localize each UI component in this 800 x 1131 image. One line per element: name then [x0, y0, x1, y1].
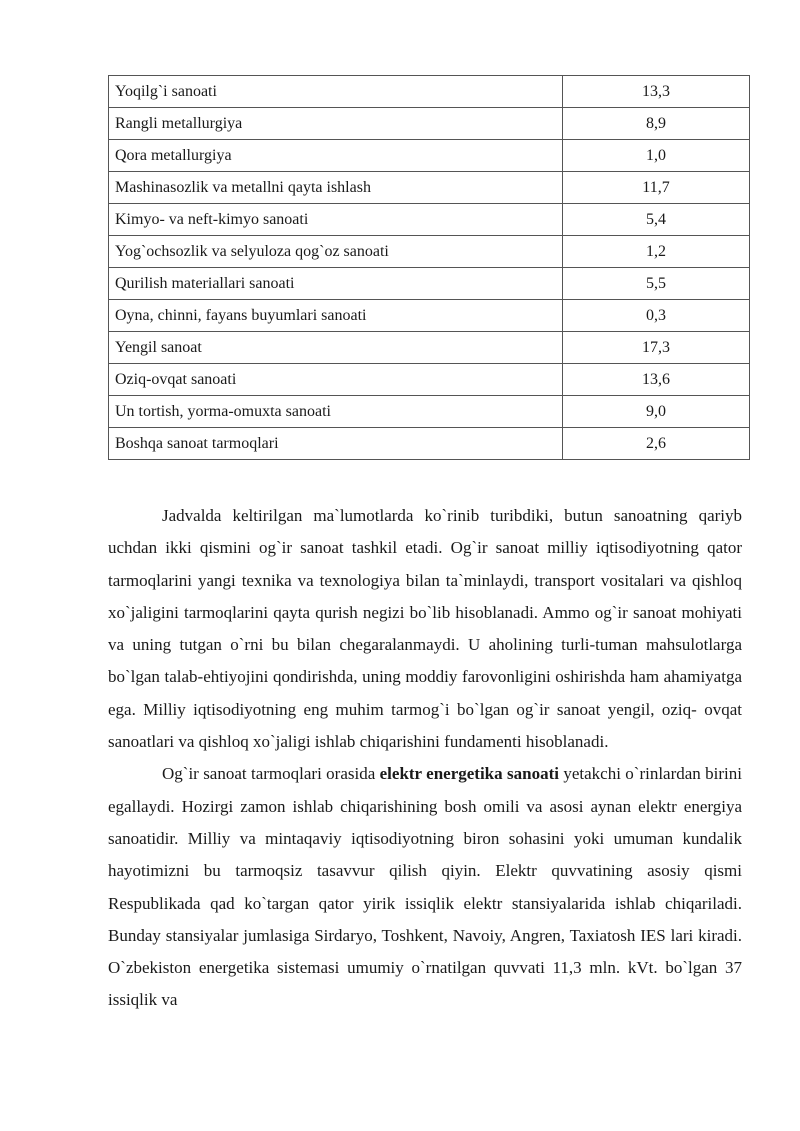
table-row — [109, 268, 750, 300]
row-label: Oziq-ovqat sanoati — [109, 364, 563, 396]
row-label: Qora metallurgiya — [109, 140, 563, 172]
row-label: Yengil sanoat — [109, 332, 563, 364]
table-row — [109, 108, 750, 140]
row-label: Rangli metallurgiya — [109, 108, 563, 140]
industry-share-table — [108, 75, 750, 460]
paragraph-1: Jadvalda keltirilgan ma`lumotlarda ko`rinib turibdiki, butun sanoatning qariyb uchdan ikki qismini og`ir sanoat tashkil etadi. Og`ir sanoat milliy iqtisodiyotning qator tarmoqlarini yangi texnika va texnologiya bilan ta`minlaydi, transport vositalari va qishloq xo`jaligini tarmoqlarini qayta qurish negizi bo`lib hisoblanadi. Ammo og`ir sanoat mohiyati va uning tutgan o`rni bu bilan chegaralanmaydi. U aholining turli-tuman mahsulotlarga bo`lgan talab-ehtiyojini qondirishda, uning moddiy farovonligini oshirishda ham ahamiyatga ega. Milliy iqtisodiyotning eng muhim tarmog`i bo`lgan og`ir sanoat yengil, oziq- ovqat sanoatlari va qishloq xo`jaligi ishlab chiqarishini fundamenti hisoblanadi. — [108, 506, 742, 752]
table-row — [109, 364, 750, 396]
row-value: 5,5 — [563, 268, 750, 300]
row-value: 13,3 — [563, 76, 750, 108]
row-value: 17,3 — [563, 332, 750, 364]
table-row — [109, 300, 750, 332]
table-row — [109, 396, 750, 428]
paragraph-2-rest: yetakchi o`rinlardan birini egallaydi. Hozirgi zamon ishlab chiqarishining bosh omili va asosi aynan elektr energiya sanoatidir. Milliy va mintaqaviy iqtisodiyotning biron sohasini yoki umuman kundalik hayotimizni bu tarmoqsiz tasavvur qilish qiyin. Elektr quvvatining asosiy qismi Respublikada qad ko`targan qator yirik issiqlik elektr stansiyalarida ishlab chiqariladi. Bunday stansiyalar jumlasiga Sirdaryo, Toshkent, Navoiy, Angren, Taxiatosh IES lari kiradi. O`zbekiston energetika sistemasi umumiy o`rnatilgan quvvati 11,3 mln. kVt. bo`lgan 37 issiqlik va — [108, 764, 743, 1010]
row-label: Boshqa sanoat tarmoqlari — [109, 428, 563, 460]
row-value: 0,3 — [563, 300, 750, 332]
table-row — [109, 76, 750, 108]
paragraph-2-start: Og`ir sanoat tarmoqlari orasida — [162, 764, 380, 784]
row-label: Qurilish materiallari sanoati — [109, 268, 563, 300]
row-value: 1,2 — [563, 236, 750, 268]
table-row — [109, 172, 750, 204]
body-text — [108, 500, 742, 1017]
table-row — [109, 204, 750, 236]
row-value: 11,7 — [563, 172, 750, 204]
row-value: 8,9 — [563, 108, 750, 140]
row-label: Un tortish, yorma-omuxta sanoati — [109, 396, 563, 428]
row-value: 1,0 — [563, 140, 750, 172]
row-value: 2,6 — [563, 428, 750, 460]
row-label: Kimyo- va neft-kimyo sanoati — [109, 204, 563, 236]
table-row — [109, 236, 750, 268]
row-value: 9,0 — [563, 396, 750, 428]
bold-term: elektr energetika sanoati — [379, 764, 559, 784]
row-label: Yog`ochsozlik va selyuloza qog`oz sanoati — [109, 236, 563, 268]
row-label: Yoqilg`i sanoati — [109, 76, 563, 108]
row-value: 13,6 — [563, 364, 750, 396]
row-label: Mashinasozlik va metallni qayta ishlash — [109, 172, 563, 204]
table-row — [109, 332, 750, 364]
table-row — [109, 140, 750, 172]
row-value: 5,4 — [563, 204, 750, 236]
table-row — [109, 428, 750, 460]
row-label: Oyna, chinni, fayans buyumlari sanoati — [109, 300, 563, 332]
paragraph-2 — [108, 758, 742, 1016]
